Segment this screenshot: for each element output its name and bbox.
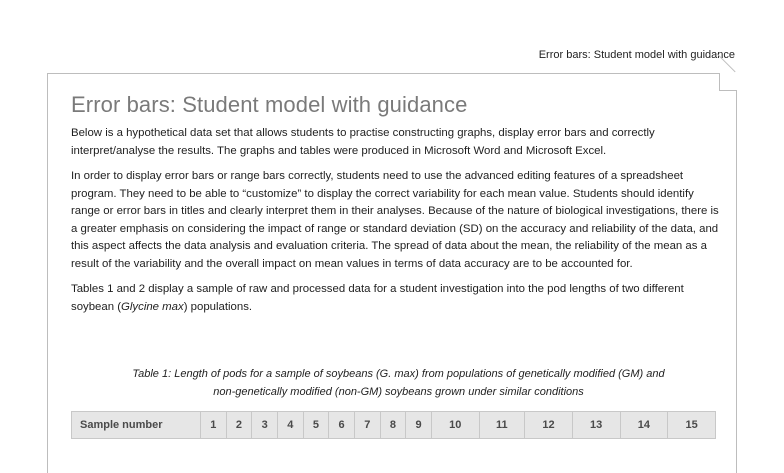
header-sample-number: Sample number	[72, 412, 201, 439]
header-cell: 8	[380, 412, 406, 439]
header-cell: 11	[479, 412, 525, 439]
header-cell: 1	[201, 412, 227, 439]
header-cell: 9	[406, 412, 432, 439]
header-cell: 15	[668, 412, 716, 439]
page-title: Error bars: Student model with guidance	[71, 92, 468, 117]
header-cell: 13	[572, 412, 620, 439]
header-cell: 5	[303, 412, 329, 439]
header-cell: 7	[354, 412, 380, 439]
pod-length-table	[71, 411, 716, 439]
table-caption	[71, 366, 726, 401]
running-header: Error bars: Student model with guidance	[538, 49, 735, 61]
header-cell: 6	[329, 412, 355, 439]
table-caption-line-1: Table 1: Length of pods for a sample of soybeans (G. max) from populations of genetically modified (GM) and	[132, 368, 665, 380]
intro-paragraph: Below is a hypothetical data set that allows students to practise constructing graphs, display error bars and correctly interpret/analyse the results. The graphs and tables were produced in Microsoft Word and Microsoft Excel.	[71, 127, 655, 157]
species-name: Glycine max	[121, 300, 184, 313]
tables-paragraph-text-start: Tables 1 and 2 display a sample of raw and processed data for a student investigation into the pod lengths of two different soybean (	[71, 283, 684, 313]
header-cell: 4	[277, 412, 303, 439]
error-bars-paragraph: In order to display error bars or range bars correctly, students need to use the advanced editing features of a spreadsheet program. They need to be able to “customize” to display the correct variability for each mean value. Students should identify range or error bars in titles and clearly interpret them in their analyses. Because of the nature of biological investigations, there is a greater emphasis on considering the impact of range or standard deviation (SD) on the accuracy and reliability of the data, and this aspect affects the data analysis and evaluation criteria. The spread of data about the mean, the reliability of the mean as a result of the variability and the overall impact on mean values in terms of data accuracy are to be accounted for.	[71, 170, 719, 270]
tables-paragraph	[71, 281, 726, 316]
header-cell: 10	[431, 412, 479, 439]
document-body	[71, 92, 726, 324]
table-header-row	[72, 412, 716, 439]
table-caption-line-2: non-genetically modified (non-GM) soybeans grown under similar conditions	[213, 385, 584, 398]
tables-paragraph-text-end: ) populations.	[183, 300, 253, 313]
header-cell: 3	[252, 412, 278, 439]
header-cell: 2	[226, 412, 252, 439]
corner-fold	[719, 73, 737, 91]
header-cell: 12	[525, 412, 573, 439]
header-cell: 14	[620, 412, 668, 439]
